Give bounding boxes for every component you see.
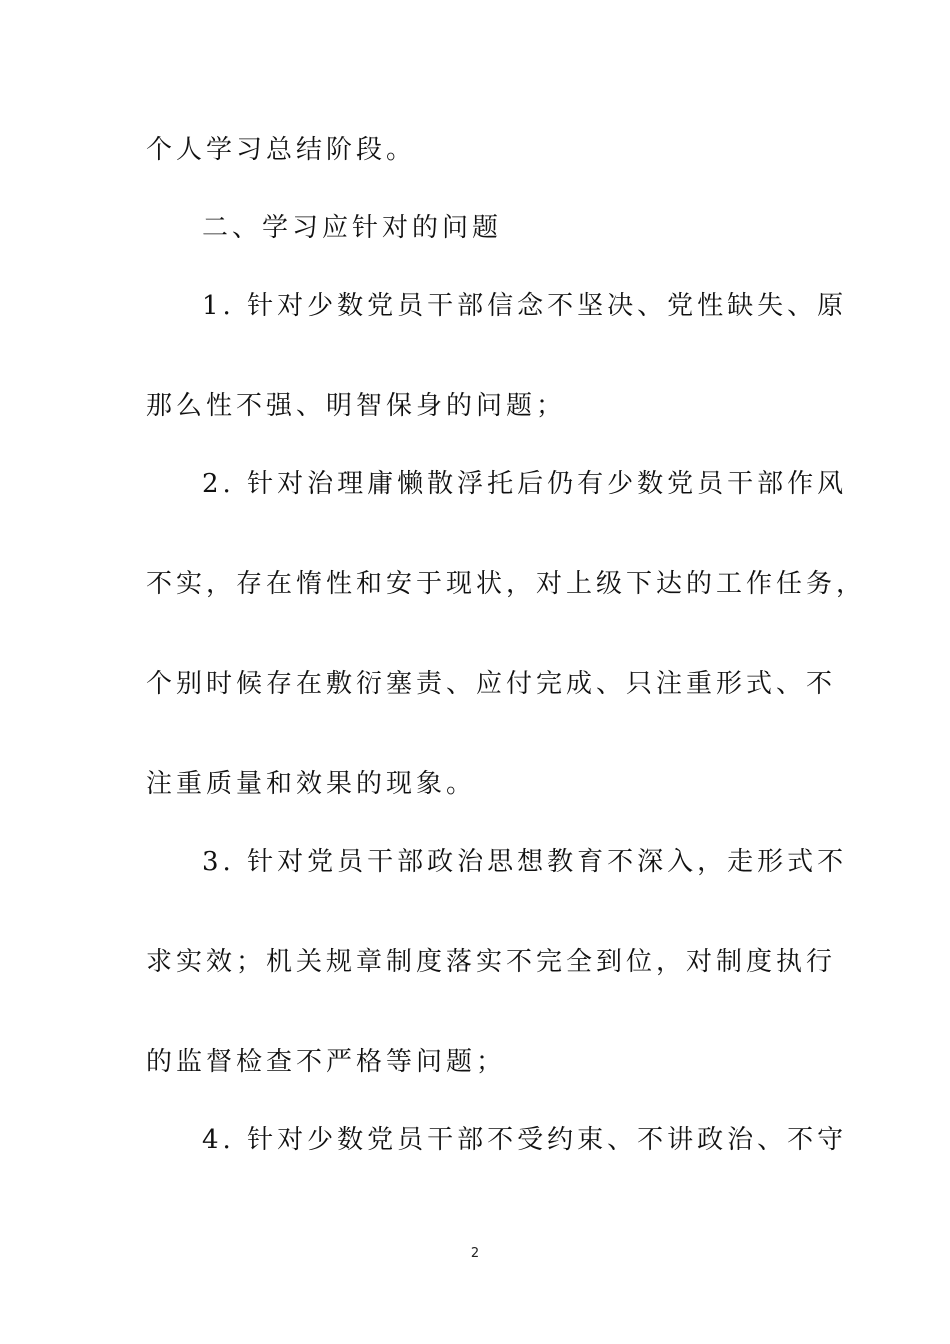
text-line-12: 4. 针对少数党员干部不受约束、不讲政治、不守 — [202, 1125, 848, 1155]
page-number: 2 — [470, 1246, 480, 1261]
section-heading: 二、学习应针对的问题 — [202, 213, 503, 243]
text-line-1: 个人学习总结阶段。 — [146, 135, 417, 165]
text-line-5: 2. 针对治理庸懒散浮托后仍有少数党员干部作风 — [202, 469, 848, 499]
text-line-11: 的监督检查不严格等问题； — [146, 1047, 507, 1077]
text-line-8: 注重质量和效果的现象。 — [146, 769, 477, 799]
text-line-7: 个别时候存在敷衍塞责、应付完成、只注重形式、不 — [146, 669, 837, 699]
text-line-10: 求实效；机关规章制度落实不完全到位，对制度执行 — [146, 947, 837, 977]
text-line-9: 3. 针对党员干部政治思想教育不深入，走形式不 — [202, 847, 848, 877]
text-line-4: 那么性不强、明智保身的问题； — [146, 391, 567, 421]
text-line-6: 不实，存在惰性和安于现状，对上级下达的工作任务， — [146, 569, 867, 599]
text-line-3: 1. 针对少数党员干部信念不坚决、党性缺失、原 — [202, 291, 848, 321]
